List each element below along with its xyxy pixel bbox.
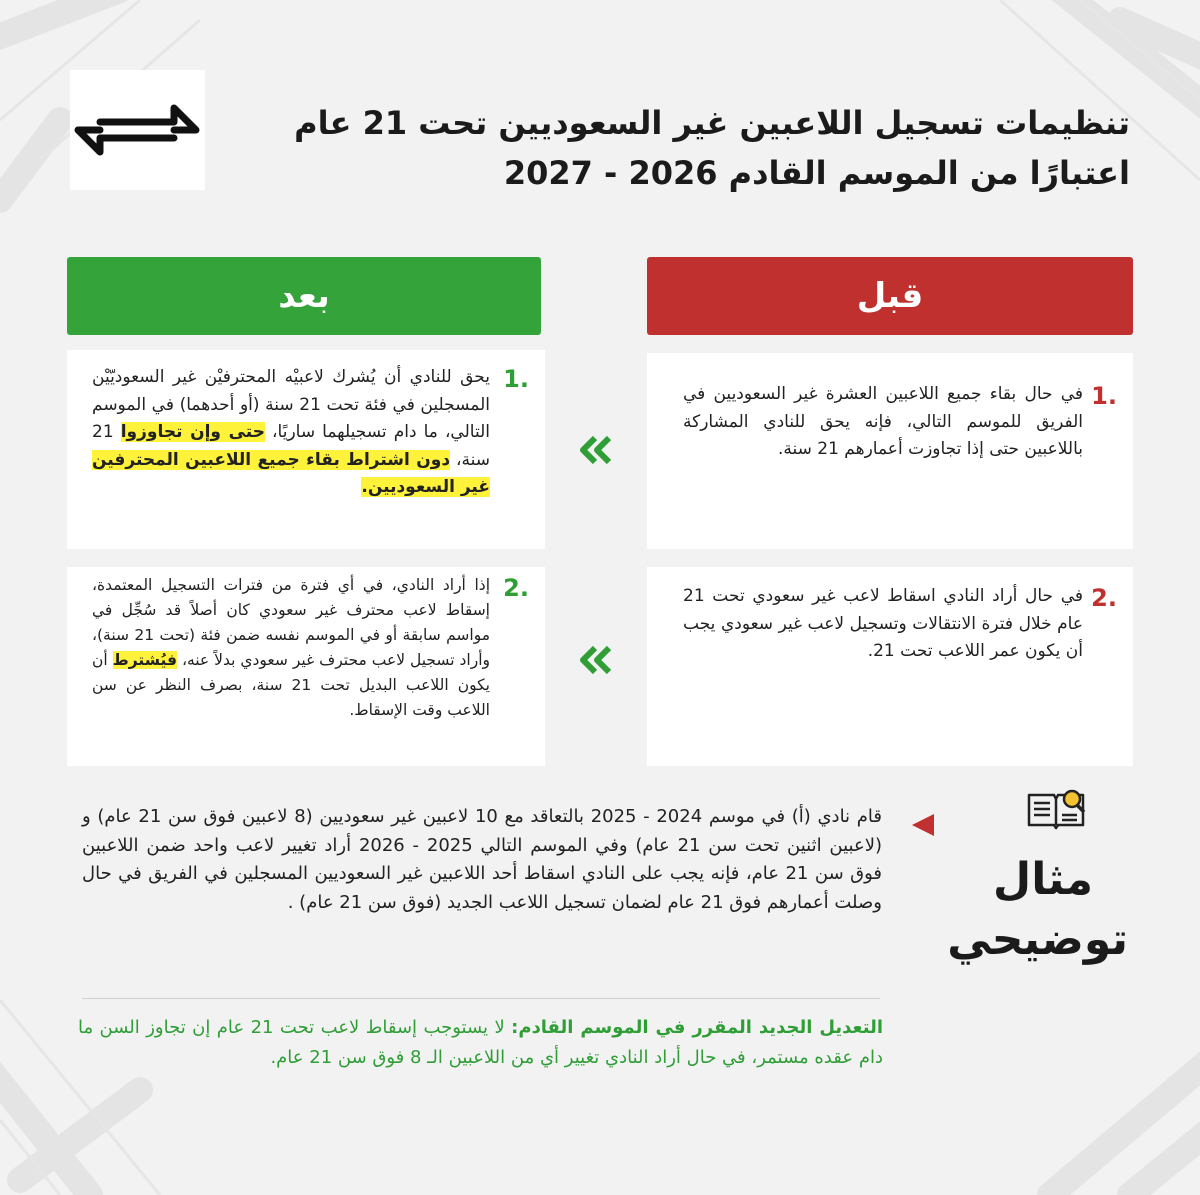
before-card-1 — [647, 353, 1133, 549]
note-body: لا يستوجب إسقاط لاعب تحت 21 عام إن تجاوز السن ما دام عقده مستمر، في حال أراد النادي تغيير أي من اللاعبين الـ 8 فوق سن 21 عام. — [78, 1017, 883, 1068]
example-label — [947, 850, 1128, 970]
divider — [82, 998, 880, 999]
before-label: قبل — [856, 276, 924, 316]
double-chevron-left-icon — [575, 430, 615, 470]
after-label: بعد — [278, 276, 330, 316]
after-2-text-a: إذا أراد النادي، في أي فترة من فترات التسجيل المعتمدة، إسقاط لاعب محترف غير سعودي كان أصلاً قد سُجِّل في مواسم سابقة أو في الموسم نفسه ضمن فئة (تحت 21 سنة)، وأراد تسجيل لاعب محترف غير سعودي بدلاً عنه، — [92, 576, 491, 669]
item-number: .2 — [503, 574, 529, 602]
example-text: قام نادي (أ) في موسم 2024 - 2025 بالتعاقد مع 10 لاعبين غير سعوديين (8 لاعبين فوق سن 21 عام) و (لاعبين اثنين تحت سن 21 عام) وفي الموسم التالي 2025 - 2026 أراد تغيير لاعب واحد ضمن اللاعبين فوق سن 21 عام، فإنه يجب على النادي اسقاط أحد اللاعبين غير السعوديين المسجلين في الفريق في حال وصلت أعمارهم فوق 21 عام لضمان تسجيل اللاعب الجديد (فوق سن 21 عام) . — [82, 806, 882, 913]
title-line-1: تنظيمات تسجيل اللاعبين غير السعوديين تحت 21 عام — [294, 104, 1130, 142]
before-card-2 — [647, 567, 1133, 766]
highlight-text: فيُشترط — [112, 651, 177, 669]
after-1-text-b: 21 سنة، — [92, 422, 490, 470]
item-number: .2 — [1091, 584, 1117, 612]
swap-arrows-icon — [70, 70, 205, 190]
book-magnifier-icon — [1025, 785, 1087, 833]
after-2-text-b: أن يكون اللاعب البديل تحت 21 سنة، بصرف النظر عن سن اللاعب وقت الإسقاط. — [92, 651, 491, 719]
after-card-2-text — [92, 573, 490, 723]
after-1-text-a: يحق للنادي أن يُشرك لاعبيْه المحترفيْن غير السعوديّيْن المسجلين في فئة تحت 21 سنة (أو أحدهما) في الموسم التالي، ما دام تسجيلهما ساريًا، — [92, 367, 491, 442]
before-card-1-text: في حال بقاء جميع اللاعبين العشرة غير السعوديين في الفريق للموسم التالي، فإنه يحق للنادي المشاركة باللاعبين حتى إذا تجاوزت أعمارهم 21 سنة. — [683, 384, 1083, 459]
before-column-header — [647, 257, 1133, 335]
before-card-2-text: في حال أراد النادي اسقاط لاعب غير سعودي تحت 21 عام خلال فترة الانتقالات وتسجيل لاعب غير سعودي يجب أن يكون عمر اللاعب تحت 21. — [683, 586, 1083, 661]
new-amendment-note — [78, 1013, 883, 1073]
after-card-2 — [67, 567, 545, 766]
after-card-1-text — [92, 364, 490, 502]
item-number: .1 — [1091, 382, 1117, 410]
page-title — [270, 98, 1130, 198]
after-column-header — [67, 257, 541, 335]
note-heading: التعديل الجديد المقرر في الموسم القادم: — [511, 1017, 883, 1038]
highlight-text: دون اشتراط بقاء جميع اللاعبين المحترفين غير السعوديين. — [92, 449, 490, 497]
double-chevron-left-icon — [575, 640, 615, 680]
pointer-triangle — [912, 814, 934, 836]
after-card-1 — [67, 350, 545, 549]
title-line-2: اعتبارًا من الموسم القادم 2026 - 2027 — [503, 154, 1130, 192]
header-icon-box — [70, 70, 205, 190]
highlight-text: حتى وإن تجاوزوا — [120, 422, 265, 442]
example-label-line-1: مثال — [993, 854, 1093, 905]
item-number: .1 — [503, 365, 529, 393]
example-label-line-2: توضيحي — [947, 914, 1128, 965]
